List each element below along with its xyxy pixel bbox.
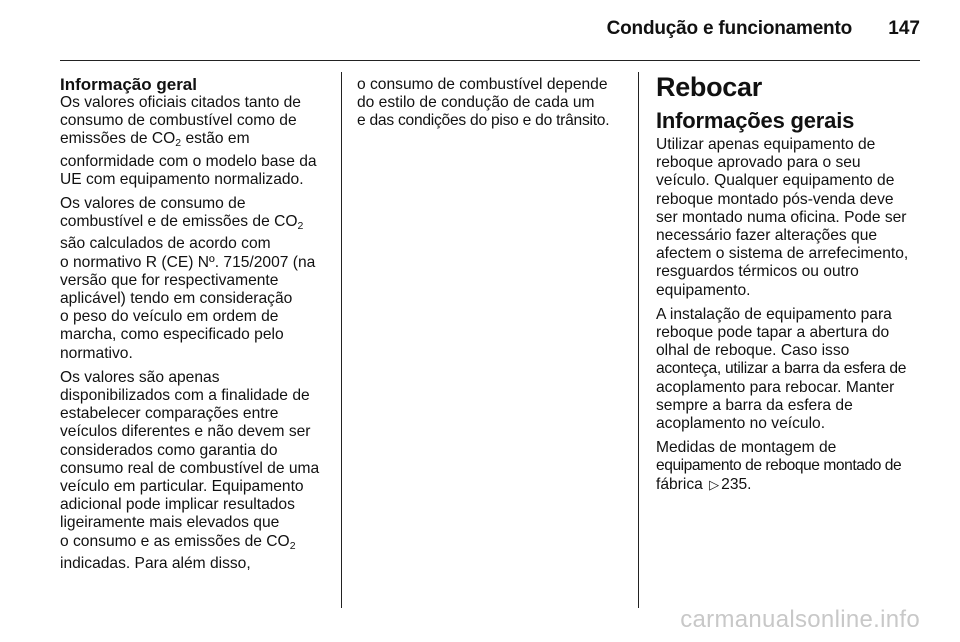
text-line: reboque aprovado para o seu bbox=[656, 154, 861, 172]
subscript: 2 bbox=[289, 539, 296, 552]
text-line: considerados como garantia do bbox=[60, 441, 278, 459]
text-line: marcha, como especificado pelo bbox=[60, 326, 284, 344]
text-line: Medidas de montagem de bbox=[656, 439, 837, 457]
text-line: consumo de combustível como de bbox=[60, 112, 297, 130]
text-line: combustível e de emissões de $CO_2$ bbox=[60, 213, 304, 233]
subscript: 2 bbox=[297, 220, 304, 233]
text-line: versão que for respectivamente bbox=[60, 271, 279, 289]
text-line: ligeiramente mais elevados que bbox=[60, 514, 280, 532]
column-divider-2 bbox=[638, 72, 639, 608]
text-line: equipamento. bbox=[656, 281, 751, 299]
paragraph bbox=[60, 195, 332, 363]
header-rule bbox=[60, 60, 920, 61]
text-line: Os valores oficiais citados tanto de bbox=[60, 94, 301, 111]
text-line: UE com equipamento normalizado. bbox=[60, 170, 304, 188]
subscript: 2 bbox=[175, 137, 182, 150]
text-line: o normativo R (CE) Nº. 715/2007 (na bbox=[60, 253, 316, 271]
text-line: olhal de reboque. Caso isso bbox=[656, 342, 850, 360]
text-line: do estilo de condução de cada um bbox=[357, 94, 595, 112]
subchapter-heading-informacoes-gerais: Informações gerais bbox=[656, 108, 855, 133]
text-line: veículo em particular. Equipamento bbox=[60, 478, 304, 496]
page-number: 147 bbox=[888, 18, 920, 39]
section-heading-informacao-geral: Informação geral bbox=[60, 75, 197, 94]
text-line: afectem o sistema de arrefecimento, bbox=[656, 245, 909, 263]
watermark-text: carmanualsonline.info bbox=[680, 606, 920, 633]
text-line: reboque pode tapar a abertura do bbox=[656, 324, 890, 342]
paragraph bbox=[656, 439, 922, 494]
text-line: o consumo de combustível depende bbox=[357, 76, 608, 93]
text-line: conformidade com o modelo base da bbox=[60, 152, 317, 170]
text-line: resguardos térmicos ou outro bbox=[656, 263, 859, 281]
text-line: disponibilizados com a finalidade de bbox=[60, 387, 310, 405]
text-line: consumo real de combustível de uma bbox=[60, 459, 320, 477]
page-reference-link[interactable]: 235. bbox=[721, 475, 752, 493]
column-2 bbox=[357, 76, 629, 131]
text-line: A instalação de equipamento para bbox=[656, 305, 892, 323]
text-line: veículo. Qualquer equipamento de bbox=[656, 172, 895, 190]
text-line: Utilizar apenas equipamento de bbox=[656, 136, 876, 153]
text-line: Os valores de consumo de bbox=[60, 195, 246, 213]
running-header-title: Condução e funcionamento bbox=[606, 18, 852, 39]
text-line: adicional pode implicar resultados bbox=[60, 496, 295, 514]
text-line: sempre a barra da esfera de bbox=[656, 396, 853, 414]
text-line: indicadas. Para além disso, bbox=[60, 554, 251, 572]
text-line: necessário fazer alterações que bbox=[656, 227, 878, 245]
text-line: aconteça, utilizar a barra da esfera de bbox=[656, 360, 907, 378]
paragraph bbox=[656, 136, 922, 300]
column-1 bbox=[60, 76, 332, 579]
text-line: emissões de $CO_2$ estão em bbox=[60, 130, 250, 150]
text-line: veículos diferentes e não devem ser bbox=[60, 423, 311, 441]
paragraph bbox=[60, 94, 332, 189]
text-line: e das condições do piso e do trânsito. bbox=[357, 112, 610, 130]
paragraph bbox=[656, 306, 922, 433]
text-line: reboque montado pós-venda deve bbox=[656, 190, 894, 208]
text-line: Os valores são apenas bbox=[60, 368, 220, 386]
text-line: normativo. bbox=[60, 344, 133, 362]
text-line: ser montado numa oficina. Pode ser bbox=[656, 208, 907, 226]
paragraph bbox=[357, 76, 629, 131]
column-divider-1 bbox=[341, 72, 342, 608]
chapter-heading-rebocar: Rebocar bbox=[656, 72, 762, 102]
paragraph bbox=[60, 369, 332, 573]
page-reference-arrow-icon: ▷ bbox=[709, 476, 720, 492]
column-3 bbox=[656, 72, 922, 500]
text-line: estabelecer comparações entre bbox=[60, 405, 279, 423]
text-line: equipamento de reboque montado de bbox=[656, 457, 902, 475]
text-line: o peso do veículo em ordem de bbox=[60, 308, 279, 326]
text-line: acoplamento no veículo. bbox=[656, 415, 826, 433]
text-line: fábrica ▷ 235. bbox=[656, 475, 752, 493]
text-line: acoplamento para rebocar. Manter bbox=[656, 378, 895, 396]
text-line: o consumo e as emissões de $CO_2$ bbox=[60, 532, 296, 552]
text-line: aplicável) tendo em consideração bbox=[60, 290, 293, 308]
text-line: são calculados de acordo com bbox=[60, 235, 271, 253]
